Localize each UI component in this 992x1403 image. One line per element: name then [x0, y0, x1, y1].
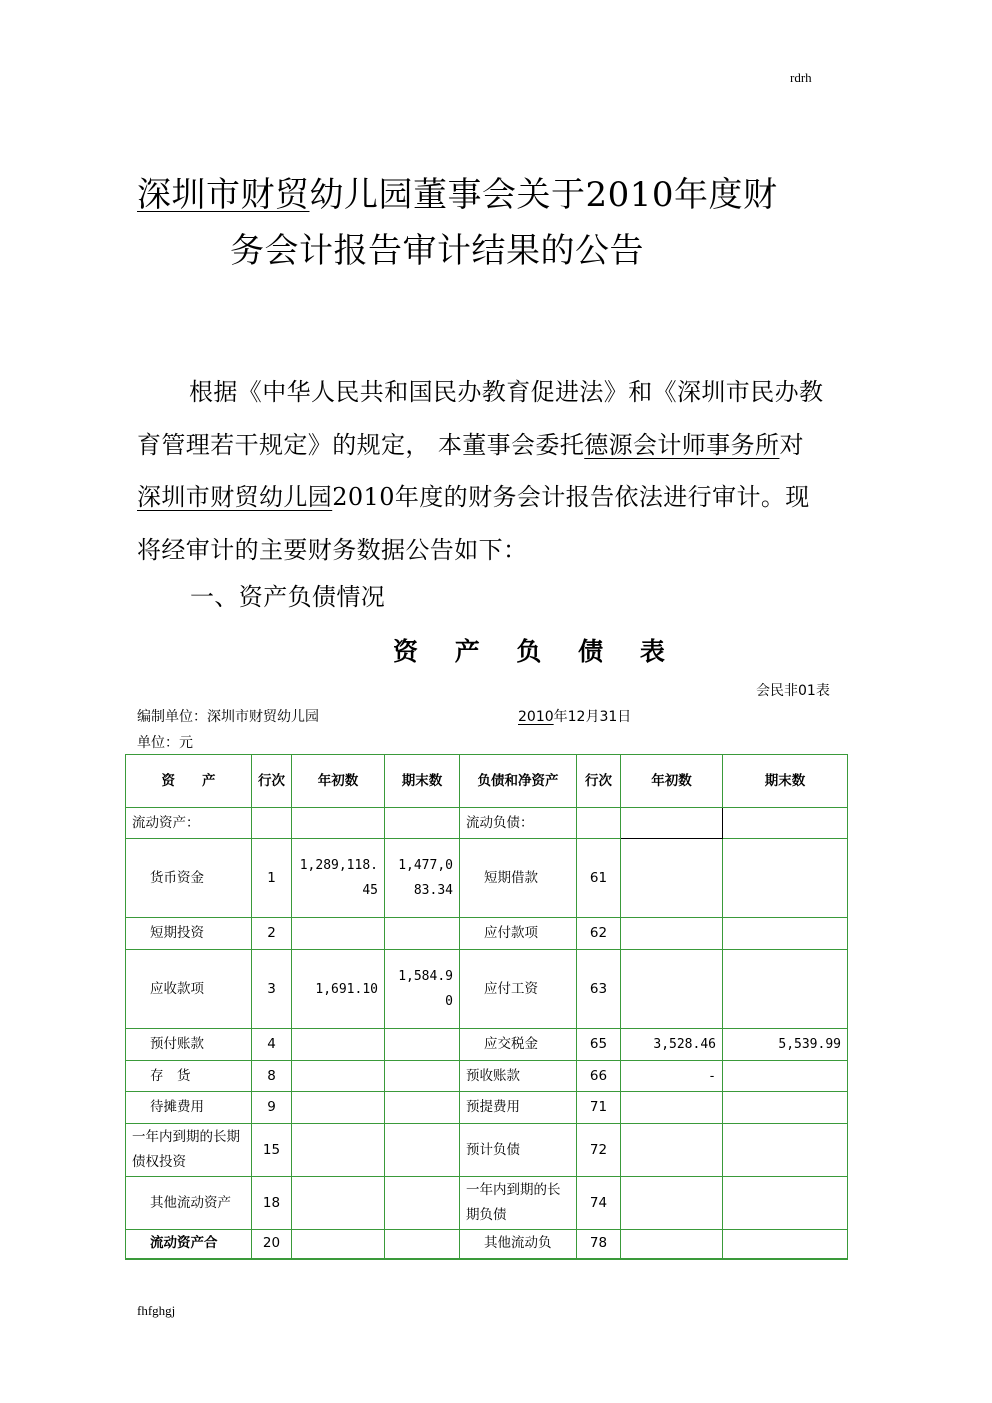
liability-begin	[621, 808, 723, 839]
table-row	[126, 1061, 848, 1092]
body-seg3: 2010年度的财务会计报告依法进行审计。现将经审计的主要财务数据公告如下：	[137, 483, 810, 564]
liability-end: 5,539.99	[723, 1029, 848, 1061]
liability-begin	[621, 1124, 723, 1177]
asset-name: 应收款项	[126, 950, 252, 1029]
liability-name: 预收账款	[460, 1061, 577, 1092]
liability-end	[723, 839, 848, 918]
asset-line-no: 2	[252, 918, 292, 950]
document-title	[137, 167, 837, 279]
asset-name: 其他流动资产	[126, 1177, 252, 1230]
report-date-rest: 年12月31日	[553, 709, 632, 725]
liability-end	[723, 918, 848, 950]
balance-sheet-table	[125, 754, 848, 1260]
liability-end	[723, 1061, 848, 1092]
liability-end	[723, 1092, 848, 1124]
compiler-label: 编制单位：深圳市财贸幼儿园	[137, 709, 319, 725]
title-line1-rest: 幼儿园董事会关于2010年度财	[309, 175, 778, 215]
liability-line-no: 78	[577, 1230, 621, 1259]
school-name: 深圳市财贸幼儿园	[137, 483, 333, 511]
asset-line-no: 20	[252, 1230, 292, 1259]
liability-begin: -	[621, 1061, 723, 1092]
asset-name: 存 货	[126, 1061, 252, 1092]
liability-end	[723, 1177, 848, 1230]
asset-name: 短期投资	[126, 918, 252, 950]
asset-name: 货币资金	[126, 839, 252, 918]
liability-begin: 3,528.46	[621, 1029, 723, 1061]
body-seg1: 根据《中华人民共和国民办教育促进法》和《深圳市民办教育管理若干规定》的规定， 本董事会委托	[137, 378, 824, 459]
section-heading-1: 一、资产负债情况	[190, 583, 386, 611]
asset-line-no	[252, 808, 292, 839]
header-begin: 年初数	[292, 755, 385, 808]
liability-name: 应交税金	[460, 1029, 577, 1061]
page-header-mark: rdrh	[790, 70, 812, 85]
asset-end	[385, 1029, 460, 1061]
liability-begin	[621, 1230, 723, 1259]
asset-line-no: 15	[252, 1124, 292, 1177]
report-date	[518, 706, 631, 726]
liability-name: 其他流动负	[460, 1230, 577, 1259]
table-row	[126, 808, 848, 839]
asset-end	[385, 918, 460, 950]
asset-end	[385, 808, 460, 839]
asset-begin	[292, 1092, 385, 1124]
liability-end	[723, 808, 848, 839]
asset-line-no: 1	[252, 839, 292, 918]
asset-line-no: 4	[252, 1029, 292, 1061]
header-begin-2: 年初数	[621, 755, 723, 808]
asset-name: 一年内到期的长期债权投资	[126, 1124, 252, 1177]
asset-begin	[292, 1061, 385, 1092]
form-code: 会民非01表	[756, 683, 830, 699]
asset-begin	[292, 1177, 385, 1230]
header-end-2: 期末数	[723, 755, 848, 808]
header-line-no-2: 行次	[577, 755, 621, 808]
asset-begin: 1,289,118.45	[292, 839, 385, 918]
liability-begin	[621, 1177, 723, 1230]
liability-name: 应付工资	[460, 950, 577, 1029]
liability-line-no: 66	[577, 1061, 621, 1092]
title-underlined-part: 深圳市财贸	[137, 175, 310, 215]
asset-begin	[292, 1124, 385, 1177]
liability-name: 一年内到期的长期负债	[460, 1177, 577, 1230]
asset-line-no: 18	[252, 1177, 292, 1230]
asset-end	[385, 1092, 460, 1124]
asset-begin	[292, 1029, 385, 1061]
header-liability: 负债和净资产	[460, 755, 577, 808]
report-year: 2010	[518, 709, 554, 725]
liability-name: 短期借款	[460, 839, 577, 918]
header-asset: 资 产	[126, 755, 252, 808]
asset-end	[385, 1061, 460, 1092]
liability-line-no	[577, 808, 621, 839]
asset-begin	[292, 918, 385, 950]
table-row	[126, 1092, 848, 1124]
table-row	[126, 839, 848, 918]
table-row	[126, 1230, 848, 1259]
liability-name: 流动负债：	[460, 808, 577, 839]
liability-begin	[621, 839, 723, 918]
body-seg2: 对	[779, 430, 804, 459]
asset-begin	[292, 808, 385, 839]
asset-end	[385, 1124, 460, 1177]
asset-name: 预付账款	[126, 1029, 252, 1061]
asset-name: 流动资产合	[126, 1230, 252, 1259]
liability-line-no: 62	[577, 918, 621, 950]
asset-begin: 1,691.10	[292, 950, 385, 1029]
liability-name: 预提费用	[460, 1092, 577, 1124]
body-paragraph	[137, 366, 827, 576]
audit-firm-name: 德源会计师事务所	[584, 430, 780, 459]
table-title: 资 产 负 债 表	[393, 637, 679, 666]
liability-end	[723, 950, 848, 1029]
asset-end	[385, 1230, 460, 1259]
table-row	[126, 1124, 848, 1177]
asset-end: 1,584.90	[385, 950, 460, 1029]
liability-name: 预计负债	[460, 1124, 577, 1177]
header-line-no: 行次	[252, 755, 292, 808]
asset-name: 流动资产：	[126, 808, 252, 839]
page-footer-mark: fhfghgj	[137, 1303, 176, 1318]
liability-line-no: 72	[577, 1124, 621, 1177]
asset-end	[385, 1177, 460, 1230]
liability-line-no: 61	[577, 839, 621, 918]
table-header-row	[126, 755, 848, 808]
table-row	[126, 918, 848, 950]
liability-begin	[621, 918, 723, 950]
unit-label: 单位：元	[137, 735, 193, 751]
liability-line-no: 74	[577, 1177, 621, 1230]
liability-end	[723, 1124, 848, 1177]
liability-end	[723, 1230, 848, 1259]
asset-line-no: 9	[252, 1092, 292, 1124]
liability-begin	[621, 950, 723, 1029]
asset-end: 1,477,083.34	[385, 839, 460, 918]
header-end: 期末数	[385, 755, 460, 808]
liability-line-no: 71	[577, 1092, 621, 1124]
table-row	[126, 1177, 848, 1230]
liability-line-no: 65	[577, 1029, 621, 1061]
asset-line-no: 8	[252, 1061, 292, 1092]
liability-line-no: 63	[577, 950, 621, 1029]
title-line2: 务会计报告审计结果的公告	[230, 231, 644, 271]
table-row	[126, 1029, 848, 1061]
asset-begin	[292, 1230, 385, 1259]
table-row	[126, 950, 848, 1029]
asset-line-no: 3	[252, 950, 292, 1029]
liability-begin	[621, 1092, 723, 1124]
asset-name: 待摊费用	[126, 1092, 252, 1124]
liability-name: 应付款项	[460, 918, 577, 950]
